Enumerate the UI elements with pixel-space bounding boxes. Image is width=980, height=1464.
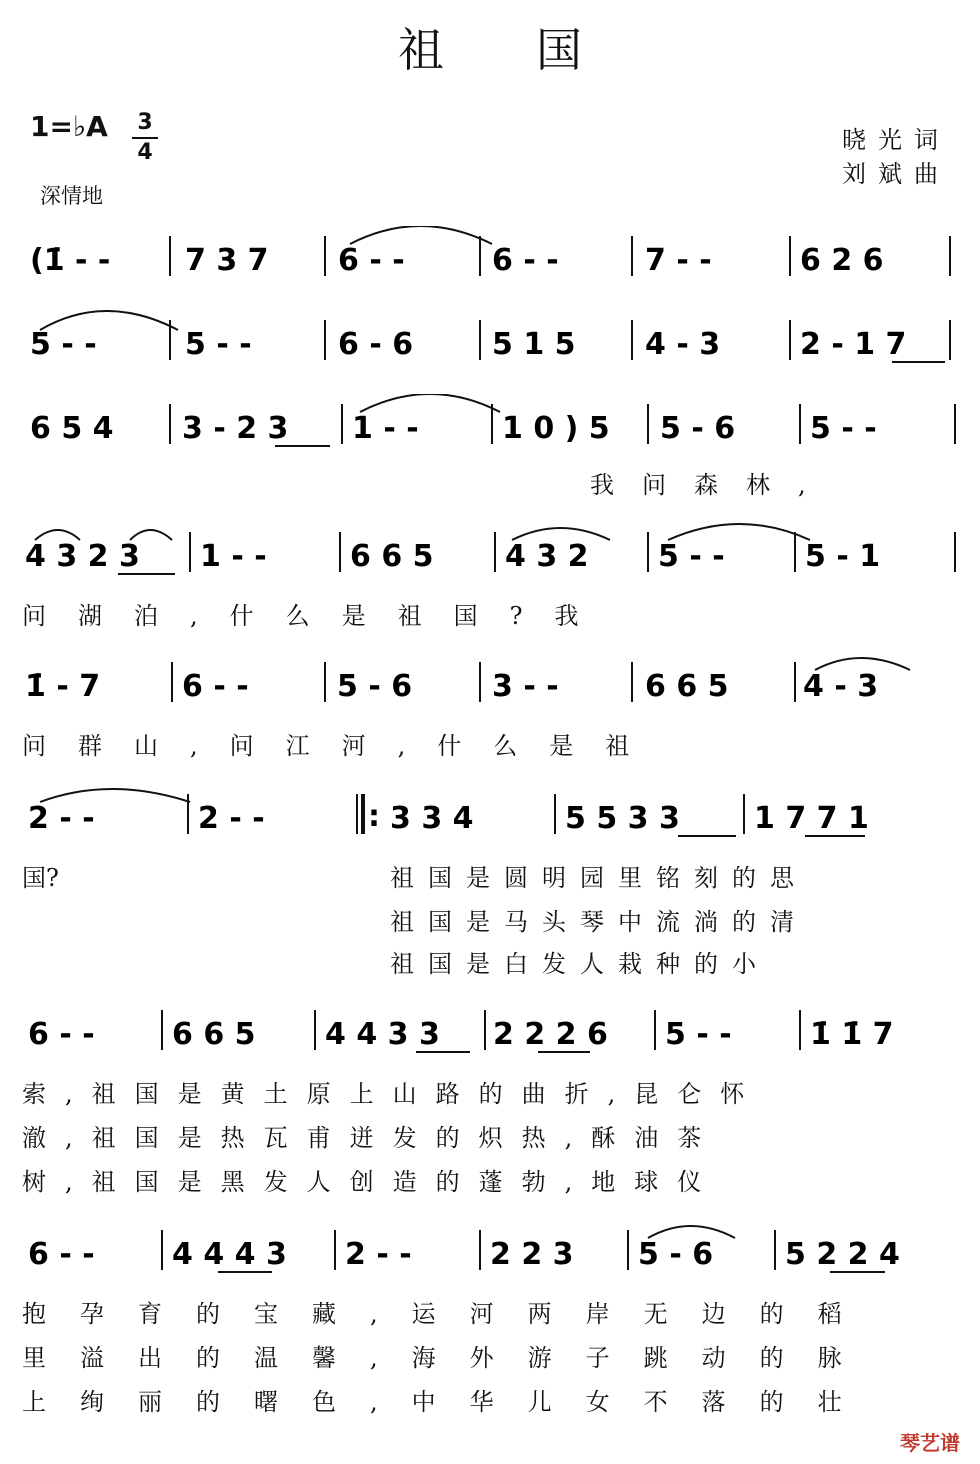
svg-text:6 5 4: 6 5 4 xyxy=(30,411,114,446)
svg-text:4 - 3: 4 - 3 xyxy=(645,327,721,362)
note-group: 6 - - xyxy=(338,243,405,278)
svg-text:5 - 6: 5 - 6 xyxy=(337,669,413,704)
lyric-line-6 xyxy=(0,858,980,892)
svg-text:5 - 6: 5 - 6 xyxy=(660,411,736,446)
lyric-text: 索,祖国是黄土原上山路的曲折,昆仑怀 xyxy=(22,1080,764,1108)
lyric-line-7-verse-2 xyxy=(0,1118,980,1152)
lyric-text: 上绚丽的曙色,中华儿女不落的壮 xyxy=(22,1388,876,1416)
note-group: 7 3 7 xyxy=(185,243,269,278)
svg-text:5 - -: 5 - - xyxy=(658,539,725,574)
lyric-text: 国? xyxy=(22,864,59,892)
lyric-line-7-verse-3 xyxy=(0,1162,980,1196)
svg-text:2 - -: 2 - - xyxy=(28,801,95,836)
watermark-logo: 琴艺谱 xyxy=(900,1431,960,1455)
staff-line-2 xyxy=(0,310,980,380)
svg-text:2 - -: 2 - - xyxy=(198,801,265,836)
staff-line-5 xyxy=(0,652,980,722)
svg-text:5 - -: 5 - - xyxy=(30,327,97,362)
svg-text:1 - -: 1 - - xyxy=(200,539,267,574)
page-title: 祖国 xyxy=(398,23,674,77)
note-group: 7 - - xyxy=(645,243,712,278)
svg-text:6 - -: 6 - - xyxy=(28,1017,95,1052)
staff-line-3 xyxy=(0,394,980,464)
svg-text:5 - -: 5 - - xyxy=(665,1017,732,1052)
lyric-text: 祖国是马头琴中流淌的清 xyxy=(390,908,808,936)
svg-text:3 - -: 3 - - xyxy=(492,669,559,704)
lyric-line-8-verse-3 xyxy=(0,1382,980,1416)
lyric-line-6-verse-2 xyxy=(0,902,980,936)
svg-text:2 2 3: 2 2 3 xyxy=(490,1237,574,1272)
lyric-text: 澈,祖国是热瓦甫迸发的炽热,酥油茶 xyxy=(22,1124,721,1152)
svg-text::: : xyxy=(368,799,380,834)
note-group: 6 2 6 xyxy=(800,243,884,278)
lyric-text: 我问森林, xyxy=(590,471,834,499)
lyric-text: 树,祖国是黑发人创造的蓬勃,地球仪 xyxy=(22,1168,721,1196)
lyric-line-5 xyxy=(0,726,980,760)
lyric-text: 抱孕育的宝藏,运河两岸无边的稻 xyxy=(22,1300,876,1328)
svg-text:2 - -: 2 - - xyxy=(345,1237,412,1272)
lyric-line-3 xyxy=(0,465,980,499)
svg-text:2 2 2 6: 2 2 2 6 xyxy=(493,1017,608,1052)
time-signature-top: 3 xyxy=(137,110,153,135)
svg-text:3 3 4: 3 3 4 xyxy=(390,801,474,836)
svg-text:1 0 ) 5: 1 0 ) 5 xyxy=(502,411,610,446)
svg-text:4 4 3 3: 4 4 3 3 xyxy=(325,1017,440,1052)
tempo-marking: 深情地 xyxy=(40,184,103,208)
svg-text:6 - -: 6 - - xyxy=(182,669,249,704)
staff-line-4 xyxy=(0,522,980,592)
lyric-line-7 xyxy=(0,1074,980,1108)
svg-text:6 - 6: 6 - 6 xyxy=(338,327,414,362)
lyric-text: 问湖泊,什么是祖国?我 xyxy=(22,602,611,630)
svg-text:1 7 7 1: 1 7 7 1 xyxy=(754,801,869,836)
time-signature-bottom: 4 xyxy=(137,140,153,165)
staff-line-1 xyxy=(0,226,980,296)
svg-text:6 6 5: 6 6 5 xyxy=(350,539,434,574)
svg-text:6 6 5: 6 6 5 xyxy=(645,669,729,704)
time-signature xyxy=(132,110,158,166)
svg-text:1̇ - 7: 1̇ - 7 xyxy=(25,669,101,704)
lyric-line-8-verse-2 xyxy=(0,1338,980,1372)
staff-line-8 xyxy=(0,1220,980,1290)
staff-line-7 xyxy=(0,1000,980,1070)
svg-text:1 - -: 1 - - xyxy=(352,411,419,446)
svg-text:4 3 2: 4 3 2 xyxy=(505,539,589,574)
svg-text:4 3 2 3: 4 3 2 3 xyxy=(25,539,140,574)
composer-credit: 刘斌曲 xyxy=(842,160,950,188)
svg-text:4 - 3: 4 - 3 xyxy=(803,669,879,704)
svg-text:5 2 2 4: 5 2 2 4 xyxy=(785,1237,900,1272)
svg-text:6 6 5: 6 6 5 xyxy=(172,1017,256,1052)
lyric-text: 里溢出的温馨,海外游子跳动的脉 xyxy=(22,1344,876,1372)
svg-text:5 5 3 3: 5 5 3 3 xyxy=(565,801,680,836)
svg-text:1̇ 1̇ 7: 1̇ 1̇ 7 xyxy=(810,1017,894,1052)
lyric-text: 问群山,问江河,什么是祖 xyxy=(22,732,662,760)
svg-text:4 4 4 3: 4 4 4 3 xyxy=(172,1237,287,1272)
svg-text:2 - 1 7: 2 - 1 7 xyxy=(800,327,907,362)
lyric-line-6-verse-3 xyxy=(0,944,980,978)
staff-line-6 xyxy=(0,784,980,854)
lyricist-credit: 晓光词 xyxy=(842,126,950,154)
svg-text:6 - -: 6 - - xyxy=(28,1237,95,1272)
note-group: (1̇ - - xyxy=(30,243,111,278)
svg-text:5 - -: 5 - - xyxy=(185,327,252,362)
svg-text:5 1 5: 5 1 5 xyxy=(492,327,576,362)
lyric-line-8 xyxy=(0,1294,980,1328)
svg-text:5 - 1: 5 - 1 xyxy=(805,539,881,574)
svg-text:5 - -: 5 - - xyxy=(810,411,877,446)
note-group: 6 - - xyxy=(492,243,559,278)
lyric-text: 祖国是白发人栽种的小 xyxy=(390,950,770,978)
lyric-line-4 xyxy=(0,596,980,630)
svg-text:3 - 2 3: 3 - 2 3 xyxy=(182,411,289,446)
key-signature: 1=♭A xyxy=(30,110,108,143)
lyric-text: 祖国是圆明园里铭刻的思 xyxy=(390,864,808,892)
svg-text:5 - 6: 5 - 6 xyxy=(638,1237,714,1272)
